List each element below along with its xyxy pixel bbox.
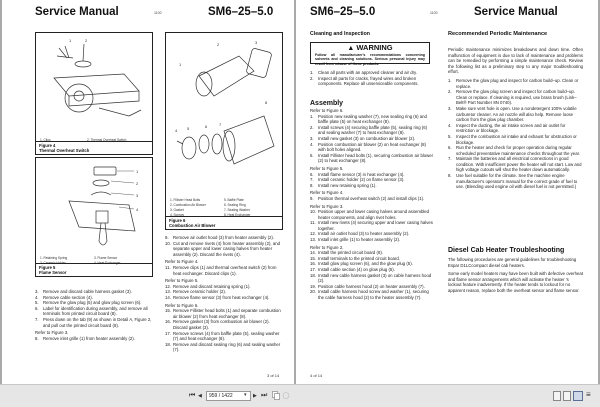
svg-text:4: 4 (136, 207, 139, 212)
legend-item: 8. Heat Exchanger (224, 213, 251, 217)
troubleshooting-intro: The following procedures are general guidelines for troubleshooting Espar D1LCcompact diesel cab heaters. (448, 257, 577, 268)
figure-caption (36, 141, 152, 154)
figure-caption (166, 216, 282, 229)
header-code: 1100 (430, 11, 438, 15)
figure-reference: Refer to Figure 3. (35, 330, 69, 336)
legend-item: 1. Fillister Head Bolts (170, 198, 201, 202)
step: 6. Install flame sensor (3) in heat exchanger (4). (310, 171, 405, 177)
header-doc-id: SM6–25–5.0 (310, 6, 376, 18)
warning-heading: ▲ WARNING (347, 43, 393, 52)
step: 10. Cut and remove rivets (4) from heater assembly (2), and separate upper and lower casing halves from heater assembly (2). Discard the rivets (4). (165, 240, 280, 257)
header-code: 1100 (154, 11, 162, 15)
figure-reference: Refer to Figure 3. (310, 203, 344, 209)
figure-6 (165, 32, 283, 230)
step: 8. Remove inlet grille (1) from heater assembly (2). (35, 335, 135, 341)
step: 10. Position upper and lower casing halves around assembled heater components, and align rivet holes. (310, 209, 430, 220)
step: 11. Install new rivets (4) securing upper and lower casing halves together. (310, 220, 433, 231)
legend-item: 4. Heat Exchanger (94, 261, 121, 265)
section-title-maintenance: Recommended Periodic Maintenance (448, 31, 548, 37)
flame-sensor-illustration (39, 161, 149, 256)
step: 3. Make sure vent hole is open. Use a nondetergent 100% volatile carburetor cleaner. An air nozzle will also help. Remove loose carbon from the glow plug chamber. (448, 105, 577, 123)
svg-text:2: 2 (85, 38, 88, 43)
legend-item: 2. Ceramic Holder (40, 261, 66, 265)
step: 9. Position thermal overheat switch (2) and install clips (1). (310, 195, 425, 201)
svg-text:4: 4 (175, 128, 178, 133)
step: 9. Remove air outlet hood (3) from heater assembly (2). (165, 235, 275, 240)
svg-text:3: 3 (136, 193, 139, 198)
step: 1. Remove the glow plug and inspect for carbon build–up. Clean or replace. (448, 77, 579, 89)
warning-triangle-icon: ▲ (347, 45, 355, 52)
legend-item: 6. Sealing Ring (224, 203, 246, 207)
page-number-input[interactable]: 959 / 1422 (206, 391, 251, 401)
rotate-page-icon[interactable] (282, 391, 290, 400)
page-number: 3 of 14 (267, 373, 280, 378)
section-title-troubleshooting: Diesel Cab Heater Troubleshooting (448, 247, 565, 254)
svg-text:3: 3 (255, 40, 258, 45)
cleaning-steps (310, 70, 434, 87)
step: 7. Press down on the tab (9) as shown in Detail A, Figure 2, and pull out the printed circuit board (8). (35, 316, 152, 328)
step: 11. Remove clips (1) and thermal overheat switch (2) from heat exchanger. Discard clips (1). (165, 264, 277, 276)
step: 4. Remove cable section (4). (35, 294, 93, 300)
svg-text:2: 2 (136, 181, 139, 186)
step: 17. Install cable section (4) on glow plug (5). (310, 267, 395, 273)
step: 8. Install new retaining spring (1). (310, 182, 377, 188)
header-title: Service Manual (474, 6, 558, 18)
step: 16. Install glow plug screen (6), and the glow plug (5). (310, 261, 413, 267)
thermal-switch-illustration (39, 36, 149, 134)
header-doc-id: SM6–25–5.0 (208, 6, 274, 18)
figure-reference: Refer to Figure 5. (165, 278, 199, 284)
page-dropdown-icon[interactable]: ▾ (244, 392, 247, 398)
figure-5 (35, 157, 153, 277)
step: 18. Remove and discard sealing ring (6) and sealing washer (7). (165, 341, 281, 353)
step: 12. Install air outlet hood (3) to heater assembly (2). (310, 231, 410, 237)
maintenance-intro: Periodic maintenance minimizes breakdowns and down time. Often malfunction of equipment is due to lack of maintenance and problems can be remedied by performing a simple maintenance check. Review the following list as a preliminary step to any major troubleshooting effort. (448, 47, 583, 75)
step: 2. Install screws (4) securing baffle plate (5), sealing ring (6) and sealing washer (7) to heat exchanger (8). (310, 124, 428, 136)
step: 12. Remove and discard retaining spring (1). (165, 283, 251, 289)
step: 18. Install new cable harness gasket (3) on cable harness hood (2). (310, 272, 432, 284)
legend-item: 1. Retaining Spring (40, 256, 68, 260)
header-title: Service Manual (35, 6, 119, 18)
step: 7. Install ceramic holder (2) on flame sensor (3). (310, 177, 405, 183)
figure-title: Thermal Overheat Switch (39, 148, 90, 153)
step: 8. Use fuel suitable for the climate. See the machine engine manufacturer's operator's manual for the correct grade of fuel to use. (Blending used engine oil with diesel fuel is not permitted.) (448, 173, 578, 190)
legend-item: 3. Flame Sensor (94, 256, 118, 260)
next-page-icon[interactable]: ▶ (253, 393, 257, 399)
continuous-view-button[interactable] (563, 391, 571, 401)
legend-item: 2. Thermal Overheat Switch (86, 138, 127, 142)
figure-title: Combustion Air Blower (169, 223, 216, 228)
two-page-view-button[interactable] (573, 391, 583, 401)
step: 4. Inspect the ducting, the air intake screen and air outlet for restriction or blockage. (448, 122, 566, 134)
figure-caption (36, 263, 152, 276)
step: 17. Remove screws (4) from baffle plate (5), sealing washer (7) and heat exchanger (8). (165, 330, 280, 342)
svg-text:8: 8 (265, 100, 268, 105)
figure-number: Figure 6 (169, 218, 186, 223)
legend-item: 5. Baffle Plate (224, 198, 244, 202)
step: 5. Inspect the combustion air intake and exhaust for obstruction or blockage. (448, 133, 577, 145)
warning-box (310, 42, 430, 64)
figure-reference: Refer to Figure 5. (310, 165, 344, 171)
section-title-cleaning: Cleaning and Inspection (310, 31, 370, 37)
legend-item: 3. Gasket (170, 208, 184, 212)
svg-text:5: 5 (187, 126, 190, 131)
svg-text:1: 1 (179, 62, 182, 67)
step: 1. Clean all parts with an approved cleaner and air dry. (310, 70, 418, 75)
disassembly-steps-col1 (35, 289, 153, 341)
maintenance-section (448, 47, 583, 190)
figure-number: Figure 4 (39, 143, 56, 148)
step: 7. Maintain the batteries and all electrical connections in good condition. With insufficient power the heater will not start. Low and high voltage cutouts will shut the heater down automatically. (448, 156, 582, 173)
troubleshooting-section (448, 257, 583, 294)
copy-page-icon[interactable] (272, 391, 280, 400)
legend-item: 2. Combustion Air Blower (170, 203, 206, 207)
step: 6. Label for identification during assembly, and remove all terminals from printed circuit board (8). (35, 305, 148, 317)
step: 2. Inspect all parts for cracks, frayed wires and broken components. Replace all unserviceable components. (310, 75, 419, 87)
step: 5. Remove the glow plug (5) and glow plug screen (6). (35, 300, 142, 306)
page-right (296, 0, 598, 384)
step: 16. Remove gasket (3) from combustion air blower (2). Discard gasket (3). (165, 319, 270, 330)
step: 14. Install the printed circuit board (8). (310, 250, 383, 256)
first-page-icon[interactable]: ⏮ (189, 392, 196, 399)
figure-4 (35, 32, 153, 155)
legend-item: 1. Clips (40, 138, 51, 142)
disassembly-steps-col2 (165, 235, 283, 353)
page-number: 4 of 14 (310, 373, 323, 378)
step: 5. Install Fillister head bolts (1), securing combustion air blower (2) to heat exchanger (8). (310, 152, 434, 164)
section-title-assembly: Assembly (310, 100, 344, 107)
figure-reference: Refer to Figure 6. (310, 108, 344, 113)
legend-item: 7. Sealing Washer (224, 208, 250, 212)
single-page-view-button[interactable] (553, 391, 561, 401)
step: 13. Install inlet grille (1) to heater assembly (2). (310, 237, 401, 243)
step: 14. Remove flame sensor (3) from heat exchanger (4). (165, 294, 270, 300)
legend-item: 4. Screws (170, 213, 184, 217)
figure-title: Flame Sensor (39, 270, 67, 275)
step: 1. Position new sealing washer (7), new sealing ring (6) and baffle plate (5) on heat exchanger (8). (310, 113, 427, 125)
step: 13. Remove ceramic holder (2). (165, 289, 227, 295)
step: 19. Position cable harness hood (2) on heater assembly (7). (310, 283, 425, 289)
step: 2. Remove the glow plug screen and inspect for carbon build–up. Clean or replace. If cleaning is required, use brass brush (Link–Belt® Part Number 8N 0740). (448, 89, 577, 106)
step: 20. Install cable harness hood screw and washer (1), securing the cable harness hood (2) to the heater assembly (7). (310, 289, 429, 300)
air-blower-illustration (169, 36, 279, 189)
step: 3. Install new gasket (3) on combustion air blower (2). (310, 135, 416, 141)
figure-reference: Refer to Figure 6. (165, 302, 199, 308)
svg-text:1: 1 (136, 169, 139, 174)
svg-text:6: 6 (205, 124, 208, 129)
svg-text:7: 7 (219, 122, 222, 127)
svg-text:2: 2 (217, 42, 220, 47)
step: 3. Remove and discard cable harness gasket (3). (35, 289, 132, 294)
page-left (2, 0, 294, 384)
figure-reference: Refer to Figure 2. (310, 244, 344, 250)
troubleshooting-note: Some early model heaters may have been built with defective overheat and flame sensor arrangements which will activate the heater 's lockout feature inadvertently. If the heater tends to lockout for no apparent reason, replace both the overheat sensor and flame sensor. (448, 271, 583, 293)
last-page-icon[interactable]: ⏭ (261, 392, 268, 399)
figure-reference: Refer to Figure 4. (310, 190, 344, 196)
prev-page-icon[interactable]: ◀ (198, 393, 202, 399)
assembly-steps (310, 108, 434, 301)
step: 4. Position combustion air blower (2) on heat exchanger (8) with bolt holes aligned. (310, 141, 426, 153)
step: 6. Run the heater and check for proper operation during regular scheduled preventative maintenance checks throughout the year. (448, 145, 580, 156)
scroll-mode-icon[interactable]: ≡ (586, 390, 591, 399)
figure-number: Figure 5 (39, 265, 56, 270)
viewer-toolbar (0, 384, 600, 407)
step: 15. Install terminals to the printed circuit board. (310, 255, 400, 261)
svg-text:1: 1 (69, 38, 72, 43)
step: 15. Remove Fillister head bolts (1) and separate combustion air blower (2) from heat exchanger (8). (165, 308, 281, 319)
figure-reference: Refer to Figure 4. (165, 259, 199, 265)
warning-text: Follow all manufacturer's recommendations concerning solvents and cleaning solutions. Serious personal injury may result from misuse of these products. (315, 53, 425, 66)
